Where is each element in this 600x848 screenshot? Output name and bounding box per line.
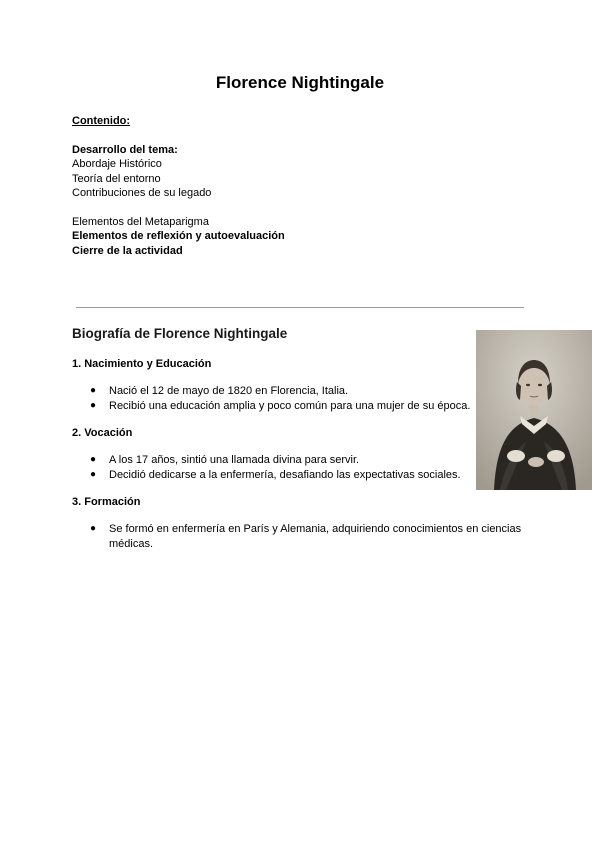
page-title: Florence Nightingale (215, 73, 385, 92)
contents-item: Teoría del entorno (72, 172, 161, 185)
neck (529, 404, 539, 418)
eye (538, 384, 542, 386)
contents-item: Abordaje Histórico (72, 158, 162, 170)
list-item-text: Recibió una educación amplia y poco común para una mujer de su época. (109, 399, 471, 412)
bullet-icon: ● (90, 454, 97, 465)
bullet-icon: ● (90, 523, 97, 534)
bullet-list (72, 384, 532, 413)
list-item (72, 453, 532, 468)
development-heading: Desarrollo del tema: (72, 143, 178, 156)
lace-cuff (547, 450, 565, 462)
list-item (72, 384, 532, 399)
hands (528, 457, 544, 467)
list-item (72, 468, 532, 483)
contents-item-bold: Elementos de reflexión y autoevaluación (72, 230, 285, 242)
biography-section (72, 326, 532, 565)
list-item-text: A los 17 años, sintió una llamada divina para servir. (109, 454, 360, 466)
bullet-list (72, 522, 532, 551)
portrait-illustration (476, 330, 592, 490)
list-item-text: Se formó en enfermería en París y Alemania, adquiriendo conocimientos en ciencias médicas. (109, 523, 522, 550)
eye (526, 384, 530, 386)
bullet-list (72, 453, 532, 482)
contents-item: Contribuciones de su legado (72, 187, 212, 199)
section-heading: 2. Vocación (72, 427, 133, 439)
section-heading: 3. Formación (72, 496, 141, 508)
contents-item: Elementos del Metaparigma (72, 215, 209, 228)
list-item (72, 399, 532, 414)
spacer (72, 201, 532, 215)
spacer (72, 129, 532, 143)
list-item (72, 522, 532, 551)
portrait-photo (476, 330, 592, 490)
bullet-icon: ● (90, 385, 97, 396)
list-item-text: Decidió dedicarse a la enfermería, desafiando las expectativas sociales. (109, 468, 461, 481)
contents-item-bold: Cierre de la actividad (72, 244, 183, 257)
contents-heading: Contenido: (72, 115, 131, 127)
biography-title: Biografía de Florence Nightingale (72, 326, 288, 341)
list-item-text: Nació el 12 de mayo de 1820 en Florencia, Italia. (109, 385, 349, 397)
table-of-contents (72, 114, 532, 258)
lace-cuff (507, 450, 525, 462)
bullet-icon: ● (90, 399, 97, 411)
bullet-icon: ● (90, 468, 97, 480)
horizontal-divider (76, 307, 524, 308)
section-heading: 1. Nacimiento y Educación (72, 358, 212, 370)
